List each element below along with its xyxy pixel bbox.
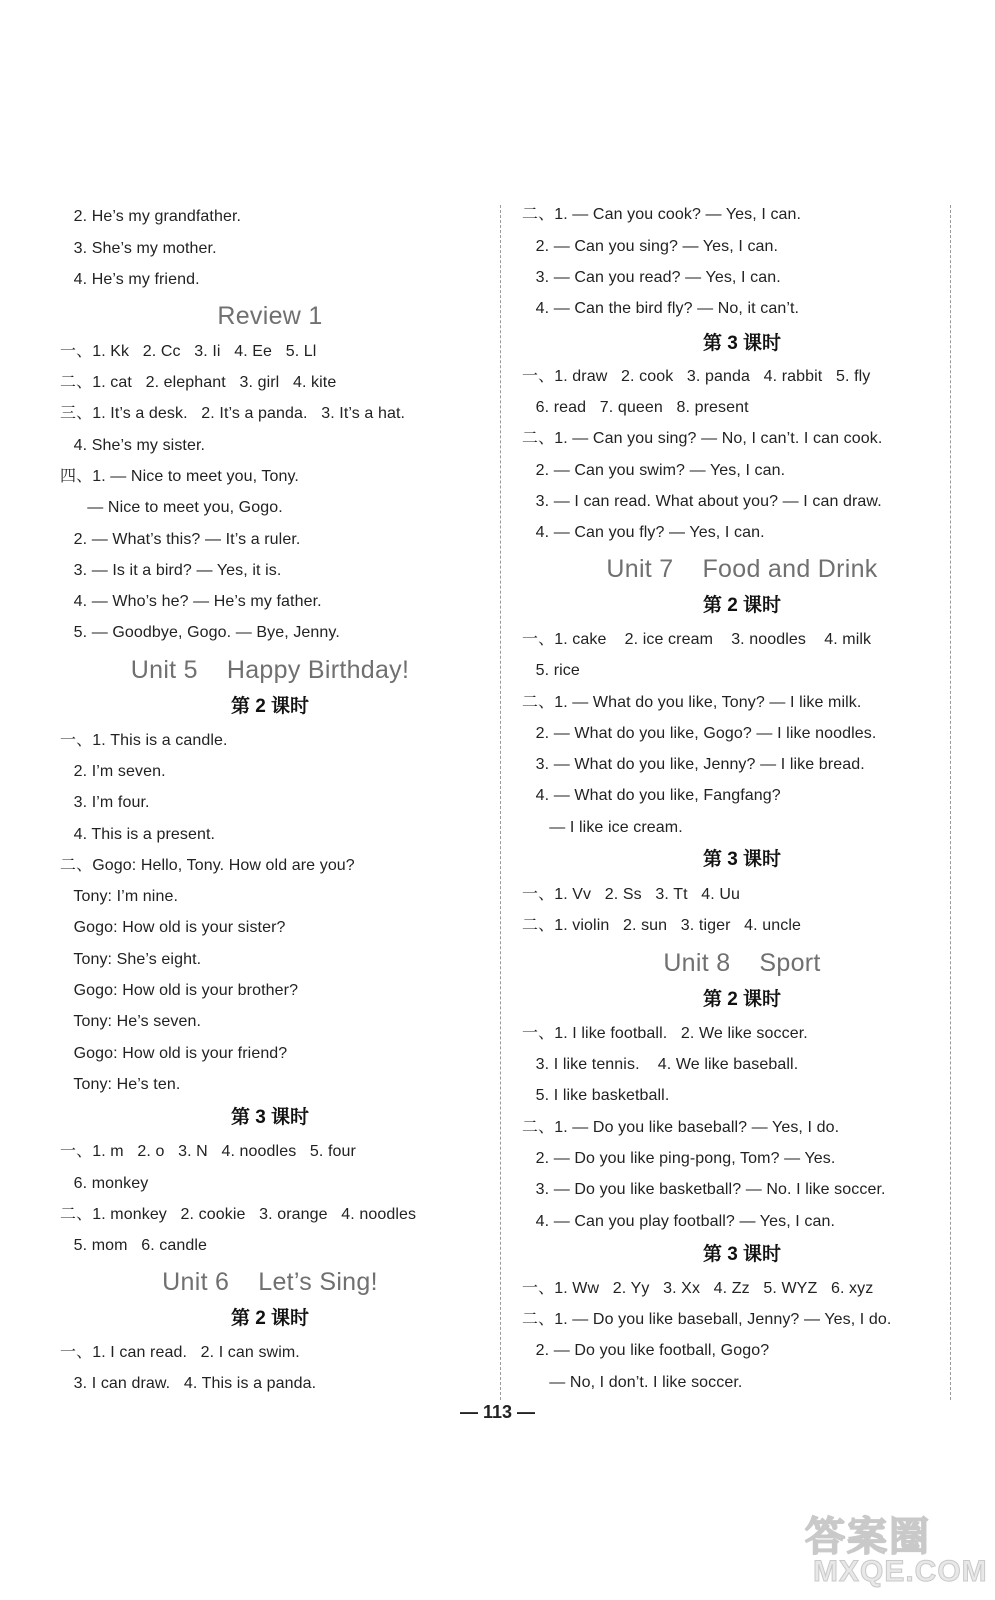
left-answer-line: — Nice to meet you, Gogo. — [60, 499, 283, 516]
left-answer-line: Gogo: How old is your friend? — [60, 1045, 288, 1062]
left-answer-line: 三、1. It’s a desk. 2. It’s a panda. 3. It’s a hat. — [60, 405, 406, 422]
left-answer-line: 一、1. This is a candle. — [60, 732, 228, 749]
left-answer-line: 4. — Who’s he? — He’s my father. — [60, 593, 322, 610]
right-answer-line: 4. — Can you fly? — Yes, I can. — [522, 524, 765, 541]
left-answer-line: 4. He’s my friend. — [60, 271, 200, 288]
right-answer-line: 二、1. — Do you like baseball, Jenny? — Yes, I do. — [522, 1311, 892, 1328]
right-answer-line: 3. — Do you like basketball? — No. I like soccer. — [522, 1181, 886, 1198]
right-answer-line: 二、1. violin 2. sun 3. tiger 4. uncle — [522, 917, 801, 934]
right-answer-line: 2. — Do you like ping-pong, Tom? — Yes. — [522, 1150, 836, 1167]
right-answer-line: 二、1. — Do you like baseball? — Yes, I do. — [522, 1119, 840, 1136]
right-answer-line: — I like ice cream. — [522, 819, 683, 836]
right-answer-line: 二、1. — Can you cook? — Yes, I can. — [522, 206, 802, 223]
watermark-sub: MXQE.COM — [813, 1555, 988, 1588]
right-lesson-subheading: 第 2 课时 — [702, 989, 782, 1010]
right-answer-line: 一、1. cake 2. ice cream 3. noodles 4. milk — [522, 631, 872, 648]
left-answer-line: 3. — Is it a bird? — Yes, it is. — [60, 562, 282, 579]
right-lesson-subheading: 第 3 课时 — [702, 1244, 782, 1265]
left-answer-line: Tony: He’s seven. — [60, 1013, 202, 1030]
right-unit-heading: Unit 7 Food and Drink — [606, 555, 878, 583]
right-answer-line: 一、1. Ww 2. Yy 3. Xx 4. Zz 5. WYZ 6. xyz — [522, 1280, 874, 1297]
left-answer-line: 一、1. I can read. 2. I can swim. — [60, 1344, 300, 1361]
right-answer-line: 2. — Can you swim? — Yes, I can. — [522, 462, 786, 479]
left-answer-line: 3. I’m four. — [60, 794, 150, 811]
page-number: — 113 — — [459, 1402, 536, 1422]
left-unit-heading: Unit 6 Let’s Sing! — [162, 1268, 378, 1296]
left-answer-line: 二、Gogo: Hello, Tony. How old are you? — [60, 857, 355, 874]
right-answer-line: 一、1. draw 2. cook 3. panda 4. rabbit 5. fly — [522, 368, 871, 385]
left-answer-line: Gogo: How old is your sister? — [60, 919, 286, 936]
right-margin-divider — [950, 205, 951, 1400]
right-answer-line: 二、1. — What do you like, Tony? — I like milk. — [522, 694, 862, 711]
left-answer-line: Gogo: How old is your brother? — [60, 982, 299, 999]
left-answer-line: 4. This is a present. — [60, 826, 216, 843]
right-answer-line: 4. — Can you play football? — Yes, I can. — [522, 1213, 836, 1230]
right-answer-line: 3. — I can read. What about you? — I can draw. — [522, 493, 882, 510]
left-answer-line: 一、1. Kk 2. Cc 3. Ii 4. Ee 5. Ll — [60, 343, 317, 360]
left-answer-line: Tony: I’m nine. — [60, 888, 179, 905]
left-answer-line: 一、1. m 2. o 3. N 4. noodles 5. four — [60, 1143, 356, 1160]
left-answer-line: 2. I’m seven. — [60, 763, 166, 780]
right-answer-line: 3. — What do you like, Jenny? — I like bread. — [522, 756, 865, 773]
left-unit-heading: Review 1 — [217, 302, 323, 330]
left-answer-line: Tony: She’s eight. — [60, 951, 202, 968]
right-lesson-subheading: 第 2 课时 — [702, 595, 782, 616]
right-answer-line: 一、1. Vv 2. Ss 3. Tt 4. Uu — [522, 886, 740, 903]
right-answer-line: 5. rice — [522, 662, 580, 679]
column-divider — [500, 205, 501, 1400]
left-answer-line: 3. She’s my mother. — [60, 240, 217, 257]
left-answer-line: 4. She’s my sister. — [60, 437, 206, 454]
left-lesson-subheading: 第 2 课时 — [230, 696, 310, 717]
left-answer-line: 四、1. — Nice to meet you, Tony. — [60, 468, 299, 485]
right-lesson-subheading: 第 3 课时 — [702, 849, 782, 870]
left-answer-line: 3. I can draw. 4. This is a panda. — [60, 1375, 317, 1392]
right-answer-line: 6. read 7. queen 8. present — [522, 399, 749, 416]
left-lesson-subheading: 第 2 课时 — [230, 1308, 310, 1329]
right-answer-line: — No, I don’t. I like soccer. — [522, 1374, 743, 1391]
right-answer-line: 3. — Can you read? — Yes, I can. — [522, 269, 781, 286]
right-answer-line: 2. — What do you like, Gogo? — I like noodles. — [522, 725, 877, 742]
right-answer-line: 4. — Can the bird fly? — No, it can’t. — [522, 300, 800, 317]
left-answer-line: 5. mom 6. candle — [60, 1237, 208, 1254]
right-answer-line: 一、1. I like football. 2. We like soccer. — [522, 1025, 808, 1042]
right-answer-line: 4. — What do you like, Fangfang? — [522, 787, 781, 804]
right-answer-line: 3. I like tennis. 4. We like baseball. — [522, 1056, 799, 1073]
right-answer-line: 2. — Can you sing? — Yes, I can. — [522, 238, 779, 255]
right-unit-heading: Unit 8 Sport — [663, 949, 821, 977]
watermark-logo — [805, 1505, 988, 1590]
left-lesson-subheading: 第 3 课时 — [230, 1107, 310, 1128]
right-answer-line: 5. I like basketball. — [522, 1087, 670, 1104]
left-answer-line: 5. — Goodbye, Gogo. — Bye, Jenny. — [60, 624, 340, 641]
left-answer-line: 2. — What’s this? — It’s a ruler. — [60, 531, 301, 548]
left-answer-line: Tony: He’s ten. — [60, 1076, 181, 1093]
left-unit-heading: Unit 5 Happy Birthday! — [130, 656, 410, 684]
watermark-main: 答案圈 — [805, 1515, 931, 1559]
right-answer-line: 二、1. — Can you sing? — No, I can’t. I can cook. — [522, 430, 883, 447]
left-answer-line: 6. monkey — [60, 1175, 149, 1192]
right-answer-line: 2. — Do you like football, Gogo? — [522, 1342, 770, 1359]
left-answer-line: 二、1. monkey 2. cookie 3. orange 4. noodles — [60, 1206, 417, 1223]
left-answer-line: 2. He’s my grandfather. — [60, 208, 242, 225]
left-answer-line: 二、1. cat 2. elephant 3. girl 4. kite — [60, 374, 337, 391]
right-lesson-subheading: 第 3 课时 — [702, 333, 782, 354]
